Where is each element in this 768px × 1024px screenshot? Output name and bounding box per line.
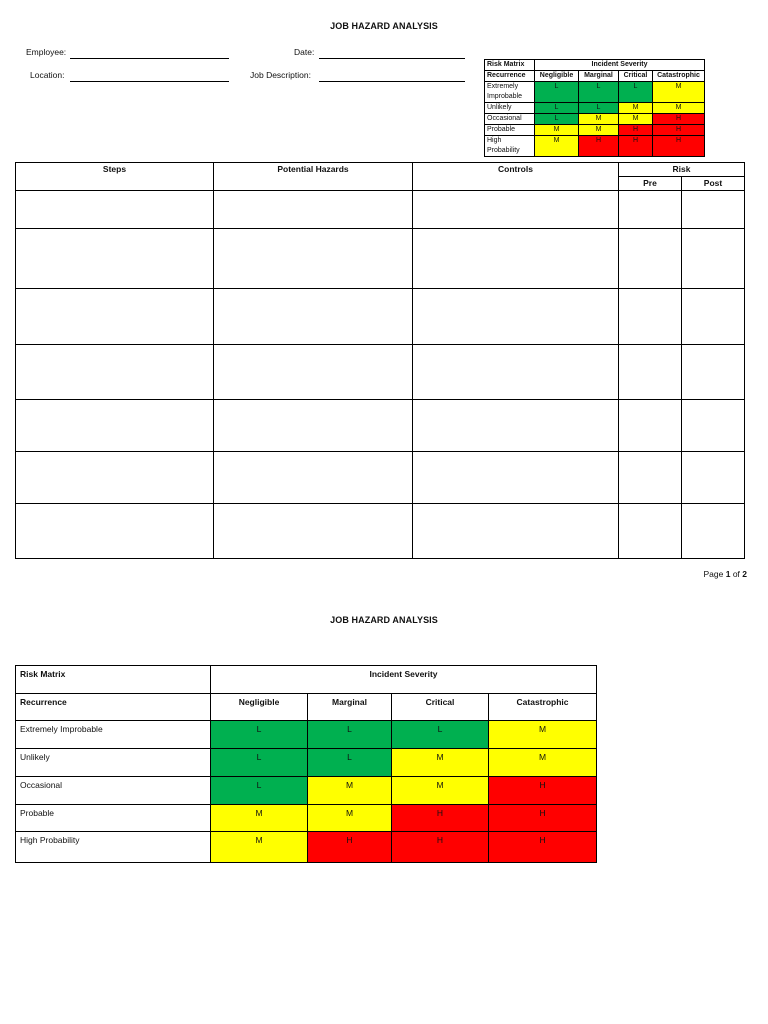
date-field[interactable]: [319, 58, 465, 59]
control-cell[interactable]: [413, 191, 619, 229]
severity-critical: Critical: [619, 71, 653, 82]
risk-post-cell[interactable]: [682, 289, 745, 345]
severity-negligible: Negligible: [211, 694, 308, 721]
severity-critical: Critical: [392, 694, 489, 721]
job-description-field[interactable]: [319, 81, 465, 82]
page-title: JOB HAZARD ANALYSIS: [330, 21, 438, 31]
recurrence-row-label: Extremely Improbable: [16, 721, 211, 749]
risk-cell: L: [211, 777, 308, 805]
matrix-row: [16, 721, 597, 749]
risk-post-cell[interactable]: [682, 345, 745, 400]
risk-cell: M: [535, 136, 579, 157]
matrix-row: [485, 114, 705, 125]
matrix-row: [485, 103, 705, 114]
risk-post-cell[interactable]: [682, 452, 745, 504]
step-cell[interactable]: [16, 504, 214, 559]
severity-negligible: Negligible: [535, 71, 579, 82]
risk-cell: M: [653, 103, 705, 114]
recurrence-row-label: Unlikely: [16, 749, 211, 777]
risk-cell: H: [489, 805, 597, 832]
hazard-cell[interactable]: [214, 229, 413, 289]
risk-cell: H: [392, 832, 489, 863]
matrix-row: [485, 82, 705, 103]
risk-cell: L: [211, 749, 308, 777]
location-field[interactable]: [70, 81, 229, 82]
risk-pre-cell[interactable]: [619, 504, 682, 559]
severity-catastrophic: Catastrophic: [653, 71, 705, 82]
recurrence-row-label: Probable: [16, 805, 211, 832]
risk-cell: L: [535, 82, 579, 103]
control-cell[interactable]: [413, 504, 619, 559]
table-row: [16, 504, 745, 559]
steps-header: Steps: [16, 163, 214, 191]
recurrence-row-label: Extremely Improbable: [485, 82, 535, 103]
risk-cell: H: [392, 805, 489, 832]
matrix-row: [16, 777, 597, 805]
step-cell[interactable]: [16, 400, 214, 452]
risk-cell: H: [579, 136, 619, 157]
risk-cell: M: [535, 125, 579, 136]
controls-header: Controls: [413, 163, 619, 191]
step-cell[interactable]: [16, 229, 214, 289]
risk-cell: L: [211, 721, 308, 749]
employee-label: Employee:: [26, 47, 67, 57]
matrix-row: [16, 832, 597, 863]
risk-cell: L: [308, 749, 392, 777]
hazard-cell[interactable]: [214, 400, 413, 452]
hazard-cell[interactable]: [214, 452, 413, 504]
matrix-row: [16, 749, 597, 777]
risk-cell: M: [211, 832, 308, 863]
risk-pre-cell[interactable]: [619, 191, 682, 229]
risk-pre-cell[interactable]: [619, 289, 682, 345]
severity-title: Incident Severity: [211, 666, 597, 694]
severity-title: Incident Severity: [535, 60, 705, 71]
risk-cell: M: [489, 749, 597, 777]
page-number-current: 1: [725, 569, 731, 579]
risk-post-cell[interactable]: [682, 400, 745, 452]
risk-post-cell[interactable]: [682, 229, 745, 289]
risk-pre-cell[interactable]: [619, 452, 682, 504]
risk-cell: H: [619, 125, 653, 136]
table-row: [16, 345, 745, 400]
risk-cell: M: [392, 749, 489, 777]
step-cell[interactable]: [16, 191, 214, 229]
risk-pre-cell[interactable]: [619, 229, 682, 289]
table-row: [16, 229, 745, 289]
risk-cell: M: [619, 114, 653, 125]
employee-field[interactable]: [70, 58, 229, 59]
recurrence-row-label: Occasional: [16, 777, 211, 805]
hazard-cell[interactable]: [214, 289, 413, 345]
risk-cell: H: [489, 832, 597, 863]
table-row: [16, 191, 745, 229]
risk-cell: H: [653, 114, 705, 125]
risk-pre-cell[interactable]: [619, 400, 682, 452]
risk-cell: L: [308, 721, 392, 749]
control-cell[interactable]: [413, 400, 619, 452]
risk-cell: M: [579, 114, 619, 125]
risk-cell: M: [308, 805, 392, 832]
page-number: [704, 569, 748, 579]
hazard-analysis-table: [15, 162, 745, 559]
potential-hazards-header: Potential Hazards: [214, 163, 413, 191]
risk-cell: M: [489, 721, 597, 749]
matrix-row: [485, 136, 705, 157]
recurrence-row-label: High Probability: [16, 832, 211, 863]
risk-cell: H: [619, 136, 653, 157]
risk-cell: L: [535, 114, 579, 125]
risk-cell: M: [308, 777, 392, 805]
page-number-prefix: Page: [703, 569, 726, 579]
risk-cell: M: [619, 103, 653, 114]
step-cell[interactable]: [16, 452, 214, 504]
recurrence-label: Recurrence: [16, 694, 211, 721]
risk-cell: M: [392, 777, 489, 805]
recurrence-row-label: Occasional: [485, 114, 535, 125]
risk-cell: H: [308, 832, 392, 863]
risk-cell: L: [579, 103, 619, 114]
risk-matrix-large: [15, 665, 597, 863]
risk-cell: H: [653, 125, 705, 136]
recurrence-row-label: Unlikely: [485, 103, 535, 114]
matrix-row: [16, 805, 597, 832]
risk-matrix-small: [484, 59, 705, 157]
job-description-label: Job Description:: [250, 70, 311, 80]
page-title-2: JOB HAZARD ANALYSIS: [330, 615, 438, 625]
location-label: Location:: [30, 70, 65, 80]
risk-pre-header: Pre: [619, 177, 682, 191]
risk-cell: L: [535, 103, 579, 114]
table-row: [16, 400, 745, 452]
severity-catastrophic: Catastrophic: [489, 694, 597, 721]
matrix-corner: Risk Matrix: [16, 666, 211, 694]
severity-marginal: Marginal: [308, 694, 392, 721]
risk-cell: L: [579, 82, 619, 103]
risk-pre-cell[interactable]: [619, 345, 682, 400]
hazard-cell[interactable]: [214, 504, 413, 559]
step-cell[interactable]: [16, 345, 214, 400]
table-row: [16, 289, 745, 345]
recurrence-row-label: High Probability: [485, 136, 535, 157]
matrix-row: [485, 125, 705, 136]
date-label: Date:: [294, 47, 315, 57]
page-number-sep: of: [730, 569, 743, 579]
control-cell[interactable]: [413, 229, 619, 289]
control-cell[interactable]: [413, 452, 619, 504]
page-number-total: 2: [742, 569, 747, 579]
matrix-corner: Risk Matrix: [485, 60, 535, 71]
recurrence-row-label: Probable: [485, 125, 535, 136]
risk-post-header: Post: [682, 177, 745, 191]
table-row: [16, 452, 745, 504]
risk-post-cell[interactable]: [682, 191, 745, 229]
risk-cell: M: [211, 805, 308, 832]
hazard-cell[interactable]: [214, 191, 413, 229]
hazard-cell[interactable]: [214, 345, 413, 400]
step-cell[interactable]: [16, 289, 214, 345]
risk-cell: L: [392, 721, 489, 749]
risk-cell: M: [579, 125, 619, 136]
risk-header: Risk: [619, 163, 745, 177]
risk-post-cell[interactable]: [682, 504, 745, 559]
control-cell[interactable]: [413, 289, 619, 345]
severity-marginal: Marginal: [579, 71, 619, 82]
risk-cell: H: [653, 136, 705, 157]
risk-cell: M: [653, 82, 705, 103]
risk-cell: L: [619, 82, 653, 103]
control-cell[interactable]: [413, 345, 619, 400]
recurrence-label: Recurrence: [485, 71, 535, 82]
risk-cell: H: [489, 777, 597, 805]
